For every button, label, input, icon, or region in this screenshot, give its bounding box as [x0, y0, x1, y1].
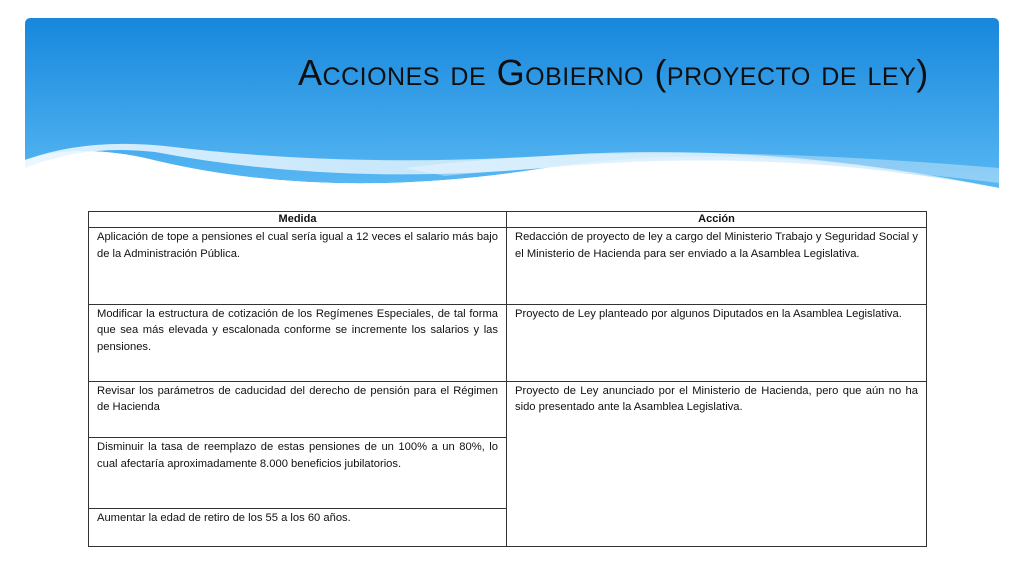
header-wave-graphic — [25, 18, 999, 208]
accion-cell: Proyecto de Ley planteado por algunos Diputados en la Asamblea Legislativa. — [507, 304, 927, 381]
header-accion: Acción — [507, 212, 927, 228]
accion-cell: Proyecto de Ley anunciado por el Ministerio de Hacienda, pero que aún no ha sido presentado ante la Asamblea Legislativa. — [507, 381, 927, 546]
header-banner — [25, 18, 999, 208]
medida-cell: Aplicación de tope a pensiones el cual sería igual a 12 veces el salario más bajo de la Administración Pública. — [89, 228, 507, 305]
accion-cell: Redacción de proyecto de ley a cargo del Ministerio Trabajo y Seguridad Social y el Ministerio de Hacienda para ser enviado a la Asamblea Legislativa. — [507, 228, 927, 305]
medida-cell: Revisar los parámetros de caducidad del derecho de pensión para el Régimen de Hacienda — [89, 381, 507, 437]
medida-cell: Disminuir la tasa de reemplazo de estas pensiones de un 100% a un 80%, lo cual afectaría aproximadamente 8.000 beneficios jubilatorios. — [89, 438, 507, 509]
header-medida: Medida — [89, 212, 507, 228]
actions-table — [88, 211, 927, 547]
table-row — [89, 381, 927, 437]
table-row — [89, 228, 927, 305]
table-row — [89, 304, 927, 381]
slide-title: Acciones de Gobierno (proyecto de ley) — [298, 52, 929, 93]
table-header-row — [89, 212, 927, 228]
medida-cell: Modificar la estructura de cotización de los Regímenes Especiales, de tal forma que sea más elevada y escalonada conforme se incremente los salarios y las pensiones. — [89, 304, 507, 381]
actions-table-container — [88, 211, 926, 547]
medida-cell: Aumentar la edad de retiro de los 55 a los 60 años. — [89, 509, 507, 547]
